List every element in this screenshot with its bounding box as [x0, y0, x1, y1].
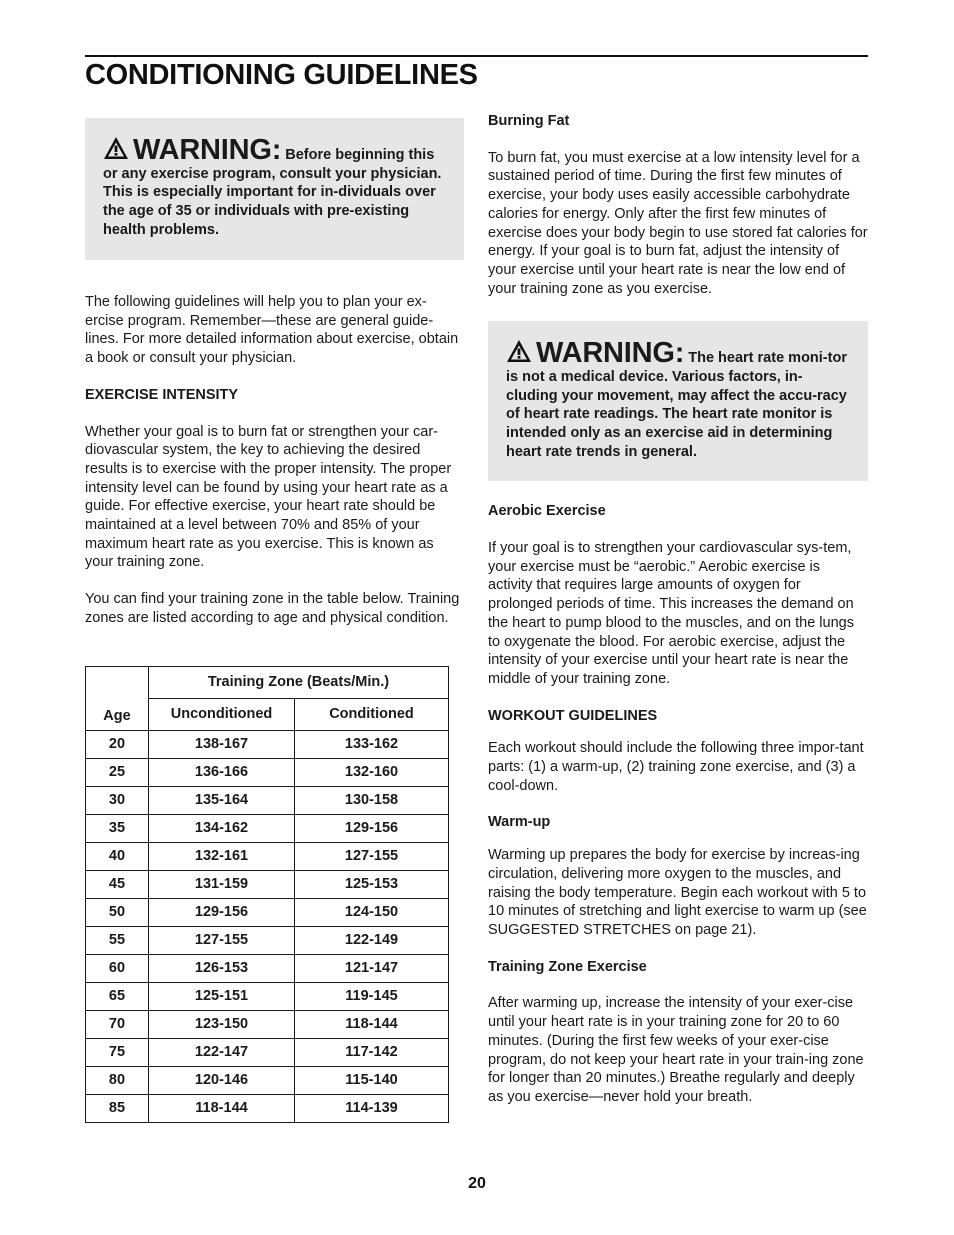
- age-cell: 55: [86, 926, 149, 954]
- intro-paragraph: The following guidelines will help you to plan your ex-ercise program. Remember—these are general guide-lines. For more detailed information about exercise, obtain a book or consult your physician.: [85, 294, 459, 367]
- age-cell: 45: [86, 870, 149, 898]
- exercise-intensity-paragraph: Whether your goal is to burn fat or strengthen your car-diovascular system, the key to achieving the desired results is to exercise with the proper intensity. The proper intensity level can be found by using your heart rate as a guide. For effective exercise, your heart rate should be maintained at a level between 70% and 85% of your maximum heart rate as you exercise. This is known as your training zone.: [85, 423, 452, 571]
- conditioned-cell: 133-162: [295, 730, 449, 758]
- conditioned-cell: 129-156: [295, 814, 449, 842]
- warning-label: WARNING:: [536, 337, 685, 370]
- conditioned-cell: 124-150: [295, 898, 449, 926]
- table-row: [86, 1094, 449, 1122]
- training-zone-exercise-heading: Training Zone Exercise: [488, 958, 647, 975]
- unconditioned-cell: 129-156: [149, 898, 295, 926]
- table-row: [86, 842, 449, 870]
- conditioned-cell: 127-155: [295, 842, 449, 870]
- unconditioned-cell: 125-151: [149, 982, 295, 1010]
- unconditioned-cell: 122-147: [149, 1038, 295, 1066]
- aerobic-exercise-heading: Aerobic Exercise: [488, 503, 606, 520]
- table-body: [86, 730, 449, 1122]
- conditioned-column-header: Conditioned: [295, 698, 449, 730]
- age-cell: 70: [86, 1010, 149, 1038]
- table-row: [86, 786, 449, 814]
- conditioned-cell: 122-149: [295, 926, 449, 954]
- training-zone-intro-paragraph: You can find your training zone in the table below. Training zones are listed according to age and physical condition.: [85, 591, 460, 626]
- age-cell: 85: [86, 1094, 149, 1122]
- age-cell: 35: [86, 814, 149, 842]
- left-column: [85, 118, 464, 1123]
- unconditioned-cell: 132-161: [149, 842, 295, 870]
- workout-guidelines-paragraph: Each workout should include the following three impor-tant parts: (1) a warm-up, (2) training zone exercise, and (3) a cool-down.: [488, 740, 864, 794]
- table-row: [86, 814, 449, 842]
- table-row: [86, 954, 449, 982]
- heart-rate-warning-box: [488, 321, 868, 481]
- conditioned-cell: 125-153: [295, 870, 449, 898]
- conditioned-cell: 115-140: [295, 1066, 449, 1094]
- aerobic-exercise-paragraph: If your goal is to strengthen your cardiovascular sys-tem, your exercise must be “aerobic.” Aerobic exercise is activity that requires large amounts of oxygen for prolonged periods of time. This increases the demand on the heart to pump blood to the muscles, and on the lungs to oxygenate the blood. For aerobic exercise, adjust the intensity of your exercise until your heart rate is near the middle of your training zone.: [488, 540, 854, 687]
- age-cell: 75: [86, 1038, 149, 1066]
- conditioned-cell: 130-158: [295, 786, 449, 814]
- training-zone-table: [85, 666, 449, 1123]
- age-column-header: Age: [86, 666, 149, 730]
- age-cell: 60: [86, 954, 149, 982]
- conditioned-cell: 132-160: [295, 758, 449, 786]
- unconditioned-cell: 120-146: [149, 1066, 295, 1094]
- conditioned-cell: 117-142: [295, 1038, 449, 1066]
- unconditioned-cell: 118-144: [149, 1094, 295, 1122]
- table-row: [86, 1038, 449, 1066]
- table-row: [86, 1066, 449, 1094]
- conditioned-cell: 114-139: [295, 1094, 449, 1122]
- heart-rate-warning-body: The heart rate moni-tor is not a medical device. Various factors, in-cluding your movement, may affect the accu-racy of heart rate readings. The heart rate monitor is intended only as an exercise aid in determining heart rate trends in general.: [506, 350, 847, 460]
- warning-triangle-icon: [103, 136, 129, 160]
- table-row: [86, 730, 449, 758]
- age-cell: 65: [86, 982, 149, 1010]
- table-row: [86, 898, 449, 926]
- title-rule: [85, 55, 868, 57]
- unconditioned-cell: 134-162: [149, 814, 295, 842]
- conditioned-cell: 121-147: [295, 954, 449, 982]
- table-row: [86, 982, 449, 1010]
- page-number: 20: [468, 1175, 486, 1192]
- age-warning-box: [85, 118, 464, 260]
- table-row: [86, 1010, 449, 1038]
- table-row: [86, 870, 449, 898]
- warm-up-paragraph: Warming up prepares the body for exercise by increas-ing circulation, delivering more oxygen to the muscles, and raising the body temperature. Begin each workout with 5 to 10 minutes of stretching and light exercise to warm up (see SUGGESTED STRETCHES on page 21).: [488, 847, 867, 938]
- table-row: [86, 926, 449, 954]
- unconditioned-column-header: Unconditioned: [149, 698, 295, 730]
- burning-fat-paragraph: To burn fat, you must exercise at a low intensity level for a sustained period of time. During the first few minutes of exercise, your body uses easily accessible carbohydrate calories for energy. Only after the first few minutes of exercise does your body begin to use stored fat calories for energy. If your goal is to burn fat, adjust the intensity of your exercise until your heart rate is near the low end of your training zone as you exercise.: [488, 149, 868, 297]
- warning-triangle-icon: [506, 339, 532, 363]
- training-zone-exercise-paragraph: After warming up, increase the intensity of your exer-cise until your heart rate is in your training zone for 20 to 60 minutes. (During the first few weeks of your exer-cise program, do not keep your heart rate in your train-ing zone for longer than 20 minutes.) Breathe regularly and deeply as you exercise—never hold your breath.: [488, 995, 864, 1105]
- unconditioned-cell: 131-159: [149, 870, 295, 898]
- age-cell: 25: [86, 758, 149, 786]
- table-row: [86, 758, 449, 786]
- unconditioned-cell: 126-153: [149, 954, 295, 982]
- warning-label: WARNING:: [133, 134, 282, 166]
- conditioned-cell: 118-144: [295, 1010, 449, 1038]
- conditioned-cell: 119-145: [295, 982, 449, 1010]
- unconditioned-cell: 135-164: [149, 786, 295, 814]
- warm-up-heading: Warm-up: [488, 814, 551, 831]
- table-header-row: [86, 666, 449, 698]
- burning-fat-heading: Burning Fat: [488, 113, 570, 129]
- age-cell: 40: [86, 842, 149, 870]
- unconditioned-cell: 127-155: [149, 926, 295, 954]
- age-warning-text: [103, 136, 446, 240]
- age-cell: 30: [86, 786, 149, 814]
- right-column: [488, 112, 868, 1107]
- exercise-intensity-heading: EXERCISE INTENSITY: [85, 386, 239, 403]
- heart-rate-warning-text: [506, 339, 850, 461]
- unconditioned-cell: 123-150: [149, 1010, 295, 1038]
- unconditioned-cell: 138-167: [149, 730, 295, 758]
- age-cell: 50: [86, 898, 149, 926]
- age-cell: 20: [86, 730, 149, 758]
- age-cell: 80: [86, 1066, 149, 1094]
- training-zone-group-header: Training Zone (Beats/Min.): [149, 666, 449, 698]
- page-title: CONDITIONING GUIDELINES: [85, 59, 478, 91]
- unconditioned-cell: 136-166: [149, 758, 295, 786]
- age-warning-body: Before beginning this or any exercise program, consult your physician. This is especially important for in-dividuals over the age of 35 or individuals with pre-existing health problems.: [103, 147, 442, 238]
- workout-guidelines-heading: WORKOUT GUIDELINES: [488, 707, 658, 724]
